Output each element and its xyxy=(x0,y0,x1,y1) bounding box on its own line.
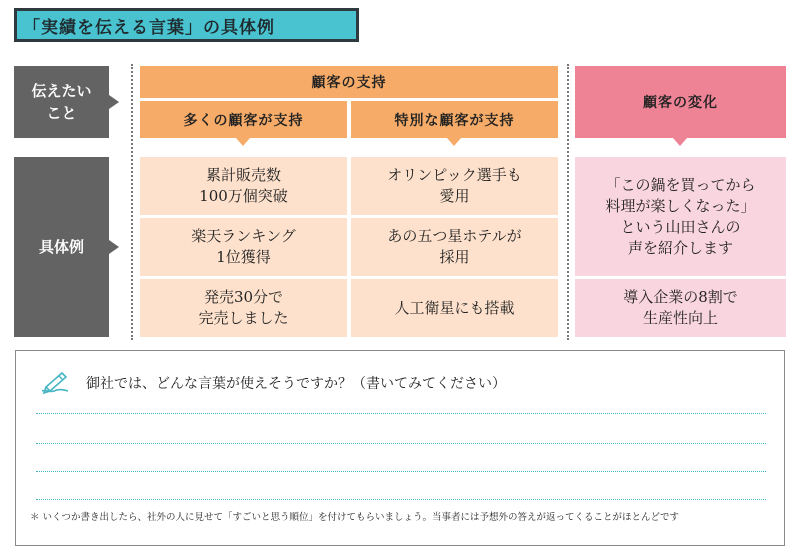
worksheet-question: 御社では、どんな言葉が使えそうですか？（書いてみてください） xyxy=(86,376,506,392)
row-label-examples: 具体例 xyxy=(14,157,109,337)
writing-line[interactable] xyxy=(36,499,766,500)
subhead-special-customers: 特別な顧客が支持 xyxy=(351,101,558,138)
example-cell: あの五つ星ホテルが 採用 xyxy=(351,218,558,276)
example-cell: 楽天ランキング 1位獲得 xyxy=(140,218,347,276)
group-header-support: 顧客の支持 xyxy=(140,66,558,98)
example-cell: 発売30分で 完売しました xyxy=(140,279,347,337)
example-cell: 導入企業の8割で 生産性向上 xyxy=(575,279,786,337)
column-divider-right xyxy=(567,64,569,340)
worksheet-box xyxy=(15,350,785,546)
example-cell: 累計販売数 100万個突破 xyxy=(140,157,347,215)
column-divider-left xyxy=(131,64,133,340)
writing-line[interactable] xyxy=(36,443,766,444)
change-pointer xyxy=(673,138,687,146)
footnote: ＊ いくつか書き出したら、社外の人に見せて「すごいと思う順位」を付けてもらいましょう。当事者には予想外の答えが返ってくることがほとんどです xyxy=(30,512,680,523)
subhead-many-customers: 多くの顧客が支持 xyxy=(140,101,347,138)
pen-writing-icon xyxy=(38,369,74,397)
example-cell: 「この鍋を買ってから 料理が楽しくなった」 という山田さんの 声を紹介します xyxy=(575,157,786,276)
row-label-convey: 伝えたい こと xyxy=(14,66,109,138)
page-title: 「実績を伝える言葉」の具体例 xyxy=(14,8,359,42)
subhead-pointer xyxy=(447,138,461,146)
subhead-pointer xyxy=(236,138,250,146)
writing-line[interactable] xyxy=(36,413,766,414)
example-cell: 人工衛星にも搭載 xyxy=(351,279,558,337)
example-cell: オリンピック選手も 愛用 xyxy=(351,157,558,215)
writing-line[interactable] xyxy=(36,471,766,472)
group-header-change: 顧客の変化 xyxy=(575,66,786,138)
